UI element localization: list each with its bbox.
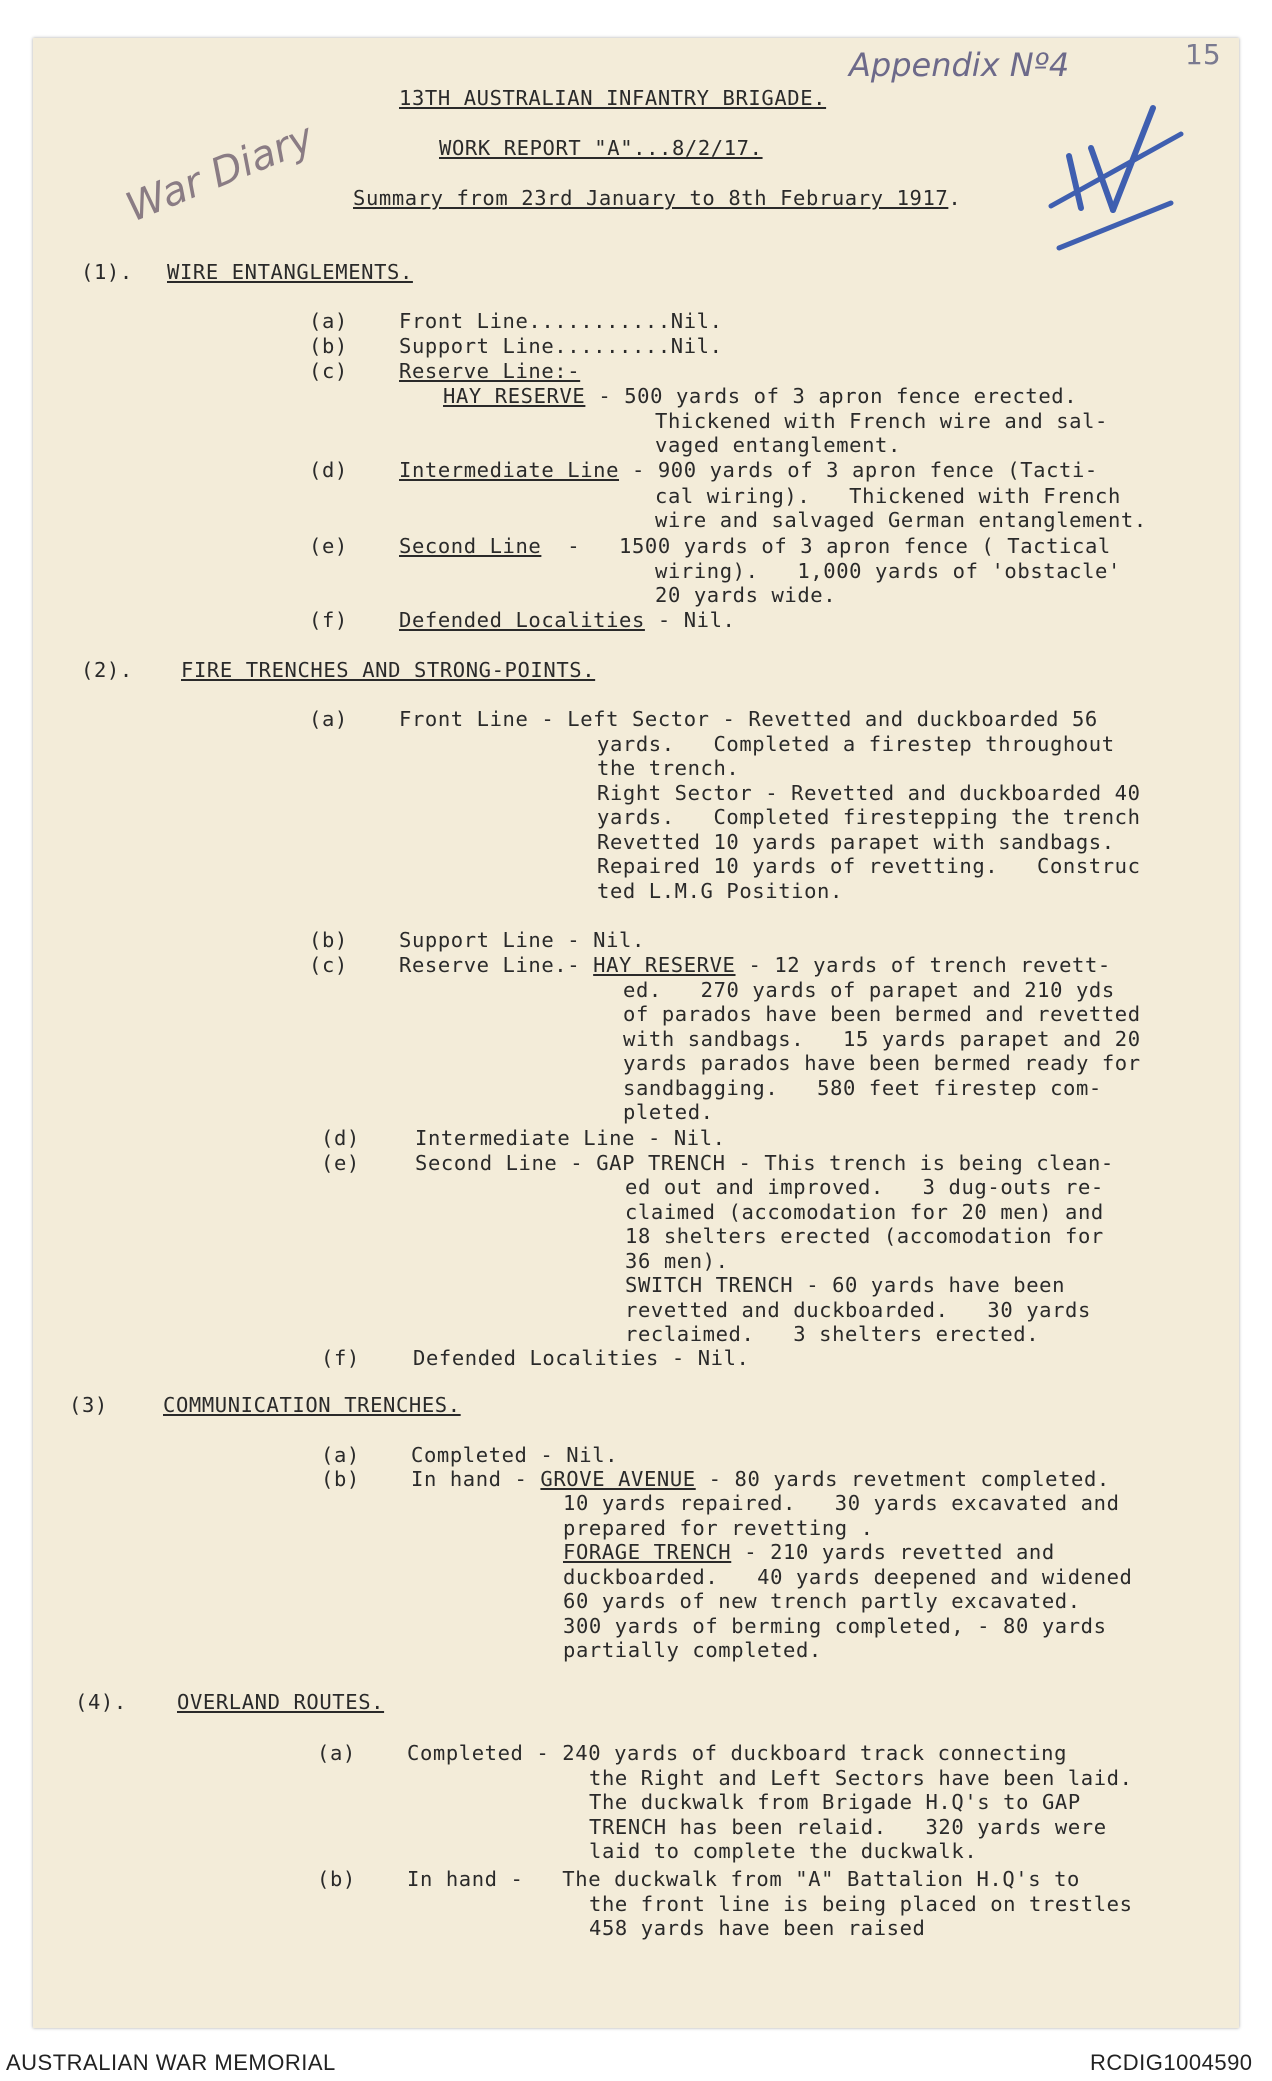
section-1-number: (1). (81, 260, 133, 284)
forage-trench-label: FORAGE TRENCH (563, 1540, 732, 1564)
s1-b-label: (b) (309, 334, 348, 358)
s3-b-line2: prepared for revetting . (563, 1516, 874, 1540)
s3-b-lead-text: In hand - (411, 1467, 541, 1491)
section-2-number: (2). (81, 658, 133, 682)
s2-c-lead-text: Reserve Line.- (399, 953, 594, 977)
s3-b-line6: 300 yards of berming completed, - 80 yards (563, 1614, 1107, 1638)
s2-e-lead: Second Line - GAP TRENCH - This trench is being clean- (415, 1151, 1114, 1175)
s2-a-line: Revetted 10 yards parapet with sandbags. (597, 830, 1115, 854)
s1-e-line3: 20 yards wide. (655, 583, 837, 607)
s1-e-line1 (399, 534, 1111, 558)
s1-c-title: Reserve Line:- (399, 359, 581, 383)
s2-a-line: yards. Completed firestepping the trench (597, 805, 1141, 829)
s1-e-line2: wiring). 1,000 yards of 'obstacle' (655, 559, 1121, 583)
s1-c-line1-rest: - 500 yards of 3 apron fence erected. (585, 384, 1078, 408)
s2-a-line: ted L.M.G Position. (597, 879, 843, 903)
s1-d-line2: cal wiring). Thickened with French (655, 484, 1121, 508)
s2-a-line: the trench. (597, 756, 740, 780)
s1-f-line1 (399, 608, 736, 632)
s2-a-label: (a) (309, 707, 348, 731)
s2-c-line: pleted. (623, 1100, 714, 1124)
grove-avenue-label: GROVE AVENUE (540, 1467, 696, 1491)
s3-b-line1: 10 yards repaired. 30 yards excavated and (563, 1491, 1120, 1515)
s1-e-title: Second Line (399, 534, 542, 558)
s2-a-line: Right Sector - Revetted and duckboarded 40 (597, 781, 1141, 805)
s1-d-title: Intermediate Line (399, 458, 620, 482)
s2-e-line: SWITCH TRENCH - 60 yards have been (625, 1273, 1066, 1297)
s2-e-line: revetted and duckboarded. 30 yards (625, 1298, 1091, 1322)
s1-d-line3: wire and salvaged German entanglement. (655, 508, 1147, 532)
s2-c-line: yards parados have been bermed ready for (623, 1051, 1141, 1075)
s1-f-label: (f) (309, 608, 348, 632)
s1-f-title: Defended Localities (399, 608, 645, 632)
s2-e-line: claimed (accomodation for 20 men) and (625, 1200, 1104, 1224)
s2-d-label: (d) (321, 1126, 360, 1150)
s3-a-text: Completed - Nil. (411, 1443, 619, 1467)
s3-b-line3-rest: - 210 yards revetted and (731, 1540, 1055, 1564)
document-page (33, 38, 1239, 2028)
summary-text: Summary from 23rd January to 8th February 1917 (353, 186, 949, 210)
s2-b-text: Support Line - Nil. (399, 928, 645, 952)
s3-b-lead-rest: - 80 yards revetment completed. (695, 1467, 1110, 1491)
hay-reserve-label: HAY RESERVE (443, 384, 586, 408)
section-4-heading (177, 1690, 384, 1714)
s3-b-line7: partially completed. (563, 1638, 822, 1662)
s2-f-text: Defended Localities - Nil. (413, 1346, 750, 1370)
roman-numeral-iv-mark (1041, 98, 1191, 258)
s2-c-hay-reserve: HAY RESERVE (593, 953, 736, 977)
s1-a-label: (a) (309, 309, 348, 333)
s2-a-lead: Front Line - Left Sector - Revetted and duckboarded 56 (399, 707, 1098, 731)
s1-a-text: Front Line...........Nil. (399, 309, 723, 333)
s2-e-line: 18 shelters erected (accomodation for (625, 1224, 1104, 1248)
s3-b-line4: duckboarded. 40 yards deepened and widened (563, 1565, 1133, 1589)
s2-e-line: ed out and improved. 3 dug-outs re- (625, 1175, 1104, 1199)
footer-archive-name: AUSTRALIAN WAR MEMORIAL (6, 2050, 336, 2075)
s2-e-label: (e) (321, 1151, 360, 1175)
s2-e-line: 36 men). (625, 1249, 729, 1273)
s4-b-line: the front line is being placed on trestles (589, 1892, 1133, 1916)
s3-a-label: (a) (321, 1443, 360, 1467)
s2-b-label: (b) (309, 928, 348, 952)
s2-c-label: (c) (309, 953, 348, 977)
s1-d-label: (d) (309, 458, 348, 482)
report-title: WORK REPORT "A"...8/2/17. (439, 136, 763, 160)
s2-c-lead-rest: - 12 yards of trench revett- (735, 953, 1111, 977)
s4-a-line: TRENCH has been relaid. 320 yards were (589, 1815, 1107, 1839)
s4-b-line: 458 yards have been raised (589, 1916, 926, 1940)
s4-a-lead: Completed - 240 yards of duckboard track connecting (407, 1741, 1068, 1765)
s1-f-line1-rest: - Nil. (644, 608, 736, 632)
section-3-heading (163, 1393, 461, 1417)
s4-b-lead: In hand - The duckwalk from "A" Battalion H.Q's to (407, 1867, 1080, 1891)
s1-d-line1-rest: - 900 yards of 3 apron fence (Tacti- (619, 458, 1098, 482)
s2-c-line: with sandbags. 15 yards parapet and 20 (623, 1027, 1141, 1051)
s3-b-lead (411, 1467, 1110, 1491)
s2-a-line: Repaired 10 yards of revetting. Construc (597, 854, 1141, 878)
section-1-title: WIRE ENTANGLEMENTS. (167, 260, 413, 284)
s4-a-line: The duckwalk from Brigade H.Q's to GAP (589, 1790, 1081, 1814)
s2-f-label: (f) (321, 1346, 360, 1370)
s3-b-line3 (563, 1540, 1055, 1564)
s1-d-line1 (399, 458, 1098, 482)
s4-a-line: laid to complete the duckwalk. (589, 1839, 978, 1863)
war-diary-annotation: War Diary (119, 114, 321, 232)
roman-numeral-stamp (1041, 98, 1191, 258)
s2-a-line: yards. Completed a firestep throughout (597, 732, 1115, 756)
section-4-number: (4). (75, 1690, 127, 1714)
section-4-title: OVERLAND ROUTES. (177, 1690, 385, 1714)
s1-c-label: (c) (309, 359, 348, 383)
s3-b-label: (b) (321, 1467, 360, 1491)
s1-e-label: (e) (309, 534, 348, 558)
appendix-annotation: Appendix Nº4 (849, 46, 1070, 84)
s1-c-line2: Thickened with French wire and sal- (655, 409, 1108, 433)
footer-record-id: RCDIG1004590 (1090, 2050, 1253, 2075)
section-3-number: (3) (69, 1393, 108, 1417)
section-3-title: COMMUNICATION TRENCHES. (163, 1393, 461, 1417)
s2-c-line: ed. 270 yards of parapet and 210 yds (623, 978, 1115, 1002)
s2-e-line: reclaimed. 3 shelters erected. (625, 1322, 1040, 1346)
s4-b-label: (b) (317, 1867, 356, 1891)
s3-b-line5: 60 yards of new trench partly excavated. (563, 1589, 1081, 1613)
section-2-title: FIRE TRENCHES AND STRONG-POINTS. (181, 658, 596, 682)
s4-a-line: the Right and Left Sectors have been laid. (589, 1766, 1133, 1790)
s2-d-text: Intermediate Line - Nil. (415, 1126, 726, 1150)
report-summary: Summary from 23rd January to 8th February 1917. (353, 186, 962, 210)
s1-b-text: Support Line.........Nil. (399, 334, 723, 358)
s4-a-label: (a) (317, 1741, 356, 1765)
s1-c-line3: vaged entanglement. (655, 433, 901, 457)
s1-e-line1-rest: - 1500 yards of 3 apron fence ( Tactical (541, 534, 1111, 558)
page-number: 15 (1185, 38, 1221, 71)
s2-c-line: sandbagging. 580 feet firestep com- (623, 1076, 1102, 1100)
brigade-heading: 13TH AUSTRALIAN INFANTRY BRIGADE. (399, 86, 827, 110)
s2-c-line: of parados have been bermed and revetted (623, 1002, 1141, 1026)
s1-c-line1 (443, 384, 1077, 408)
s2-c-lead (399, 953, 1111, 977)
